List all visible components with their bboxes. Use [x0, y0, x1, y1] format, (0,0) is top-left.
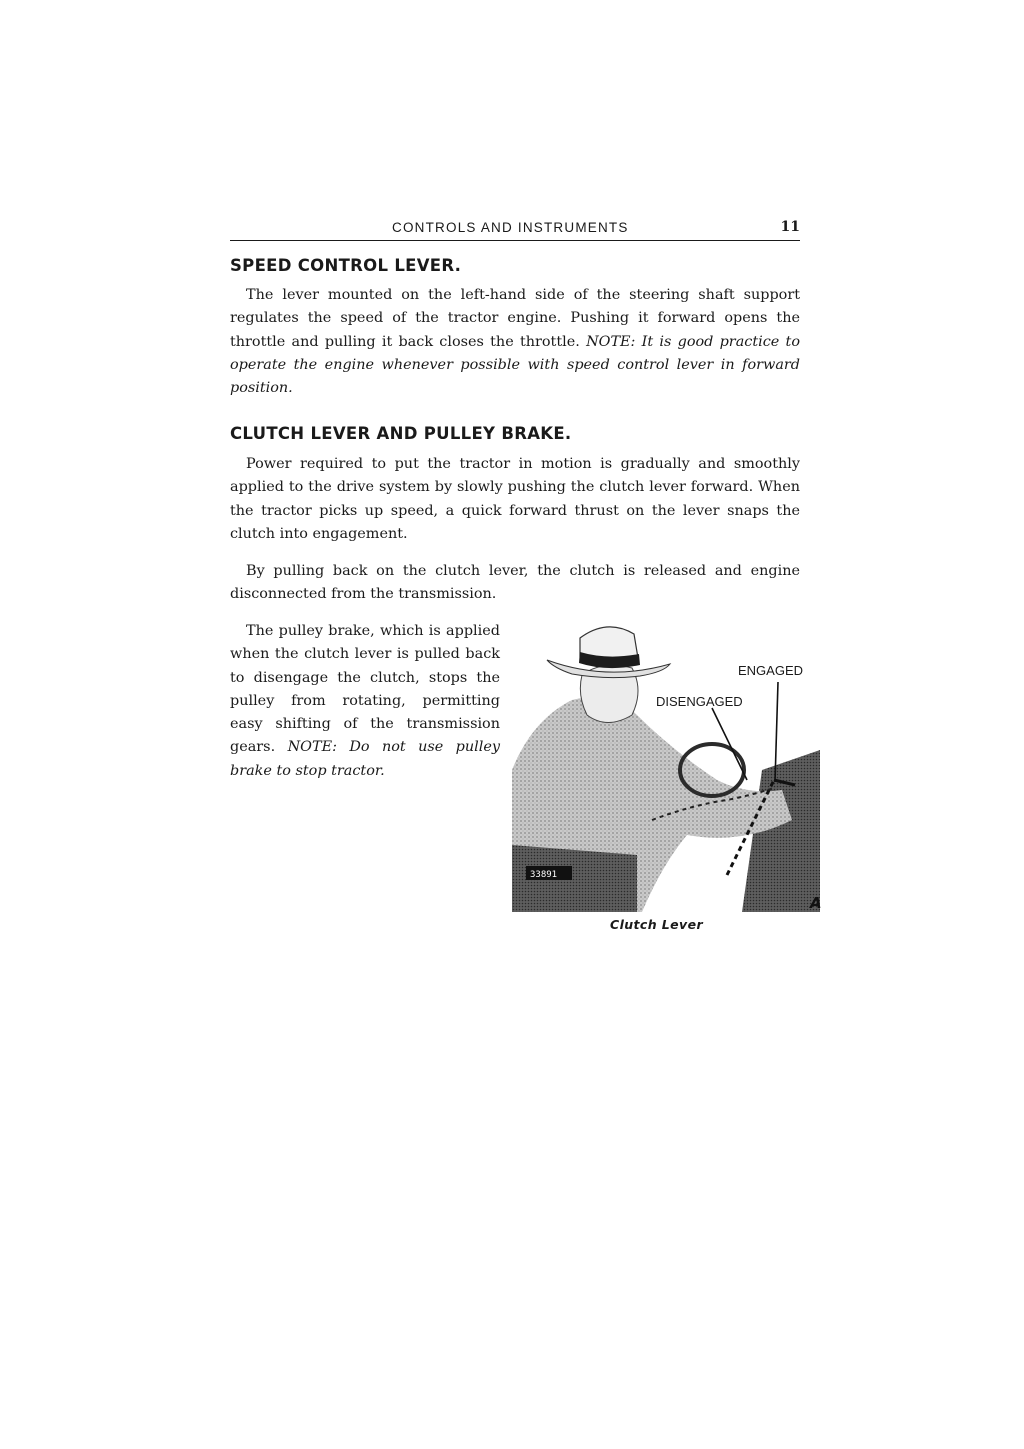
clutch-lever-illustration [512, 620, 820, 912]
running-head [230, 218, 800, 241]
figure-caption: Clutch Lever [610, 917, 704, 932]
clutch-lever-figure [512, 620, 820, 912]
speed-control-heading: SPEED CONTROL LEVER. [230, 256, 462, 275]
clutch-lever-paragraph-1: Power required to put the tractor in motion is gradually and smoothly applied to the drive system by slowly pushing the clutch lever forward. When the tractor picks up speed, a quick forward thrust on the lever snaps the clutch into engagement. [230, 456, 800, 542]
clutch-lever-paragraph-3 [230, 620, 500, 783]
disengaged-label: DISENGAGED [656, 694, 743, 709]
speed-control-note-label: NOTE: [586, 333, 636, 350]
plate-number: 33891 [530, 870, 558, 880]
corner-mark: A [810, 894, 822, 912]
pulley-brake-note-label: NOTE: [287, 739, 337, 756]
speed-control-text: The lever mounted on the left-hand side of the steering shaft support regulates the speed of the tractor engine. Pushing it forward opens the throttle and pulling it back closes the throttle. [230, 287, 800, 350]
pulley-brake-note-text: Do not use pulley brake to stop tractor. [230, 739, 500, 779]
pulley-brake-text: The pulley brake, which is applied when the clutch lever is pulled back to disengage the clutch, stops the pulley from rotating, permitting easy shifting of the transmission gears. [230, 623, 500, 756]
speed-control-note-text: It is good practice to operate the engine whenever possible with speed control lever in forward position. [230, 333, 800, 397]
engaged-label: ENGAGED [738, 663, 804, 678]
clutch-lever-heading: CLUTCH LEVER AND PULLEY BRAKE. [230, 424, 572, 443]
running-title: CONTROLS AND INSTRUMENTS [392, 220, 629, 235]
speed-control-paragraph [230, 284, 800, 400]
clutch-lever-paragraph-2: By pulling back on the clutch lever, the clutch is released and engine disconnected from the transmission. [230, 563, 800, 603]
page-number: 11 [780, 219, 800, 235]
